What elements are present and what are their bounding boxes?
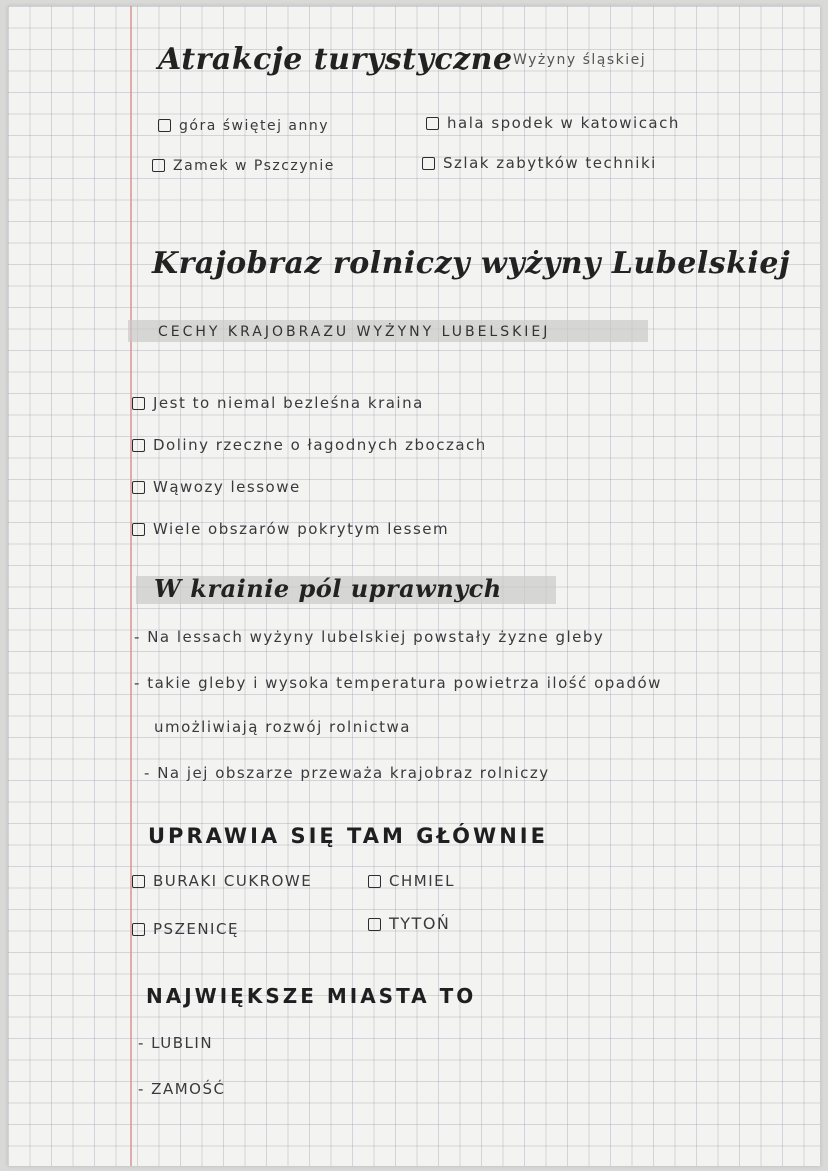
bullet-item: - takie gleby i wysoka temperatura powietrza ilość opadów — [134, 674, 662, 692]
feature-item: Wąwozy lessowe — [132, 478, 301, 496]
crop-item: TYTOŃ — [368, 914, 450, 933]
attraction-item: hala spodek w katowicach — [426, 114, 680, 132]
checkbox-icon — [152, 159, 165, 172]
checkbox-icon — [368, 918, 381, 931]
feature-item: Doliny rzeczne o łagodnych zboczach — [132, 436, 487, 454]
crop-item: BURAKI CUKROWE — [132, 872, 312, 890]
bullet-item: - Na lessach wyżyny lubelskiej powstały żyzne gleby — [134, 628, 605, 646]
crops-heading: UPRAWIA SIĘ TAM GŁÓWNIE — [148, 824, 548, 848]
section3-title: W krainie pól uprawnych — [154, 574, 502, 603]
section2-title: Krajobraz rolniczy wyżyny Lubelskiej — [152, 246, 791, 281]
bullet-item: umożliwiają rozwój rolnictwa — [154, 718, 411, 736]
checkbox-icon — [132, 523, 145, 536]
checkbox-icon — [132, 923, 145, 936]
margin-line — [130, 6, 132, 1166]
bullet-item: - Na jej obszarze przeważa krajobraz rolniczy — [144, 764, 550, 782]
checkbox-icon — [132, 875, 145, 888]
checkbox-icon — [132, 397, 145, 410]
section1-title: Atrakcje turystyczne — [158, 42, 513, 77]
attraction-item: Zamek w Pszczynie — [152, 158, 335, 174]
checkbox-icon — [422, 157, 435, 170]
crop-item: CHMIEL — [368, 872, 455, 890]
attraction-item: Szlak zabytków techniki — [422, 154, 657, 172]
attraction-item: góra świętej anny — [158, 118, 329, 134]
section1-subtitle: Wyżyny śląskiej — [513, 52, 647, 68]
feature-item: Wiele obszarów pokrytym lessem — [132, 520, 449, 538]
checkbox-icon — [426, 117, 439, 130]
city-item: - ZAMOŚĆ — [138, 1080, 226, 1098]
notebook-page — [8, 6, 820, 1166]
features-heading: CECHY KRAJOBRAZU WYŻYNY LUBELSKIEJ — [158, 324, 551, 340]
city-item: - LUBLIN — [138, 1034, 214, 1052]
crop-item: PSZENICĘ — [132, 920, 239, 938]
checkbox-icon — [132, 439, 145, 452]
cities-heading: NAJWIĘKSZE MIASTA TO — [146, 984, 477, 1008]
checkbox-icon — [158, 119, 171, 132]
feature-item: Jest to niemal bezleśna kraina — [132, 394, 424, 412]
checkbox-icon — [132, 481, 145, 494]
checkbox-icon — [368, 875, 381, 888]
